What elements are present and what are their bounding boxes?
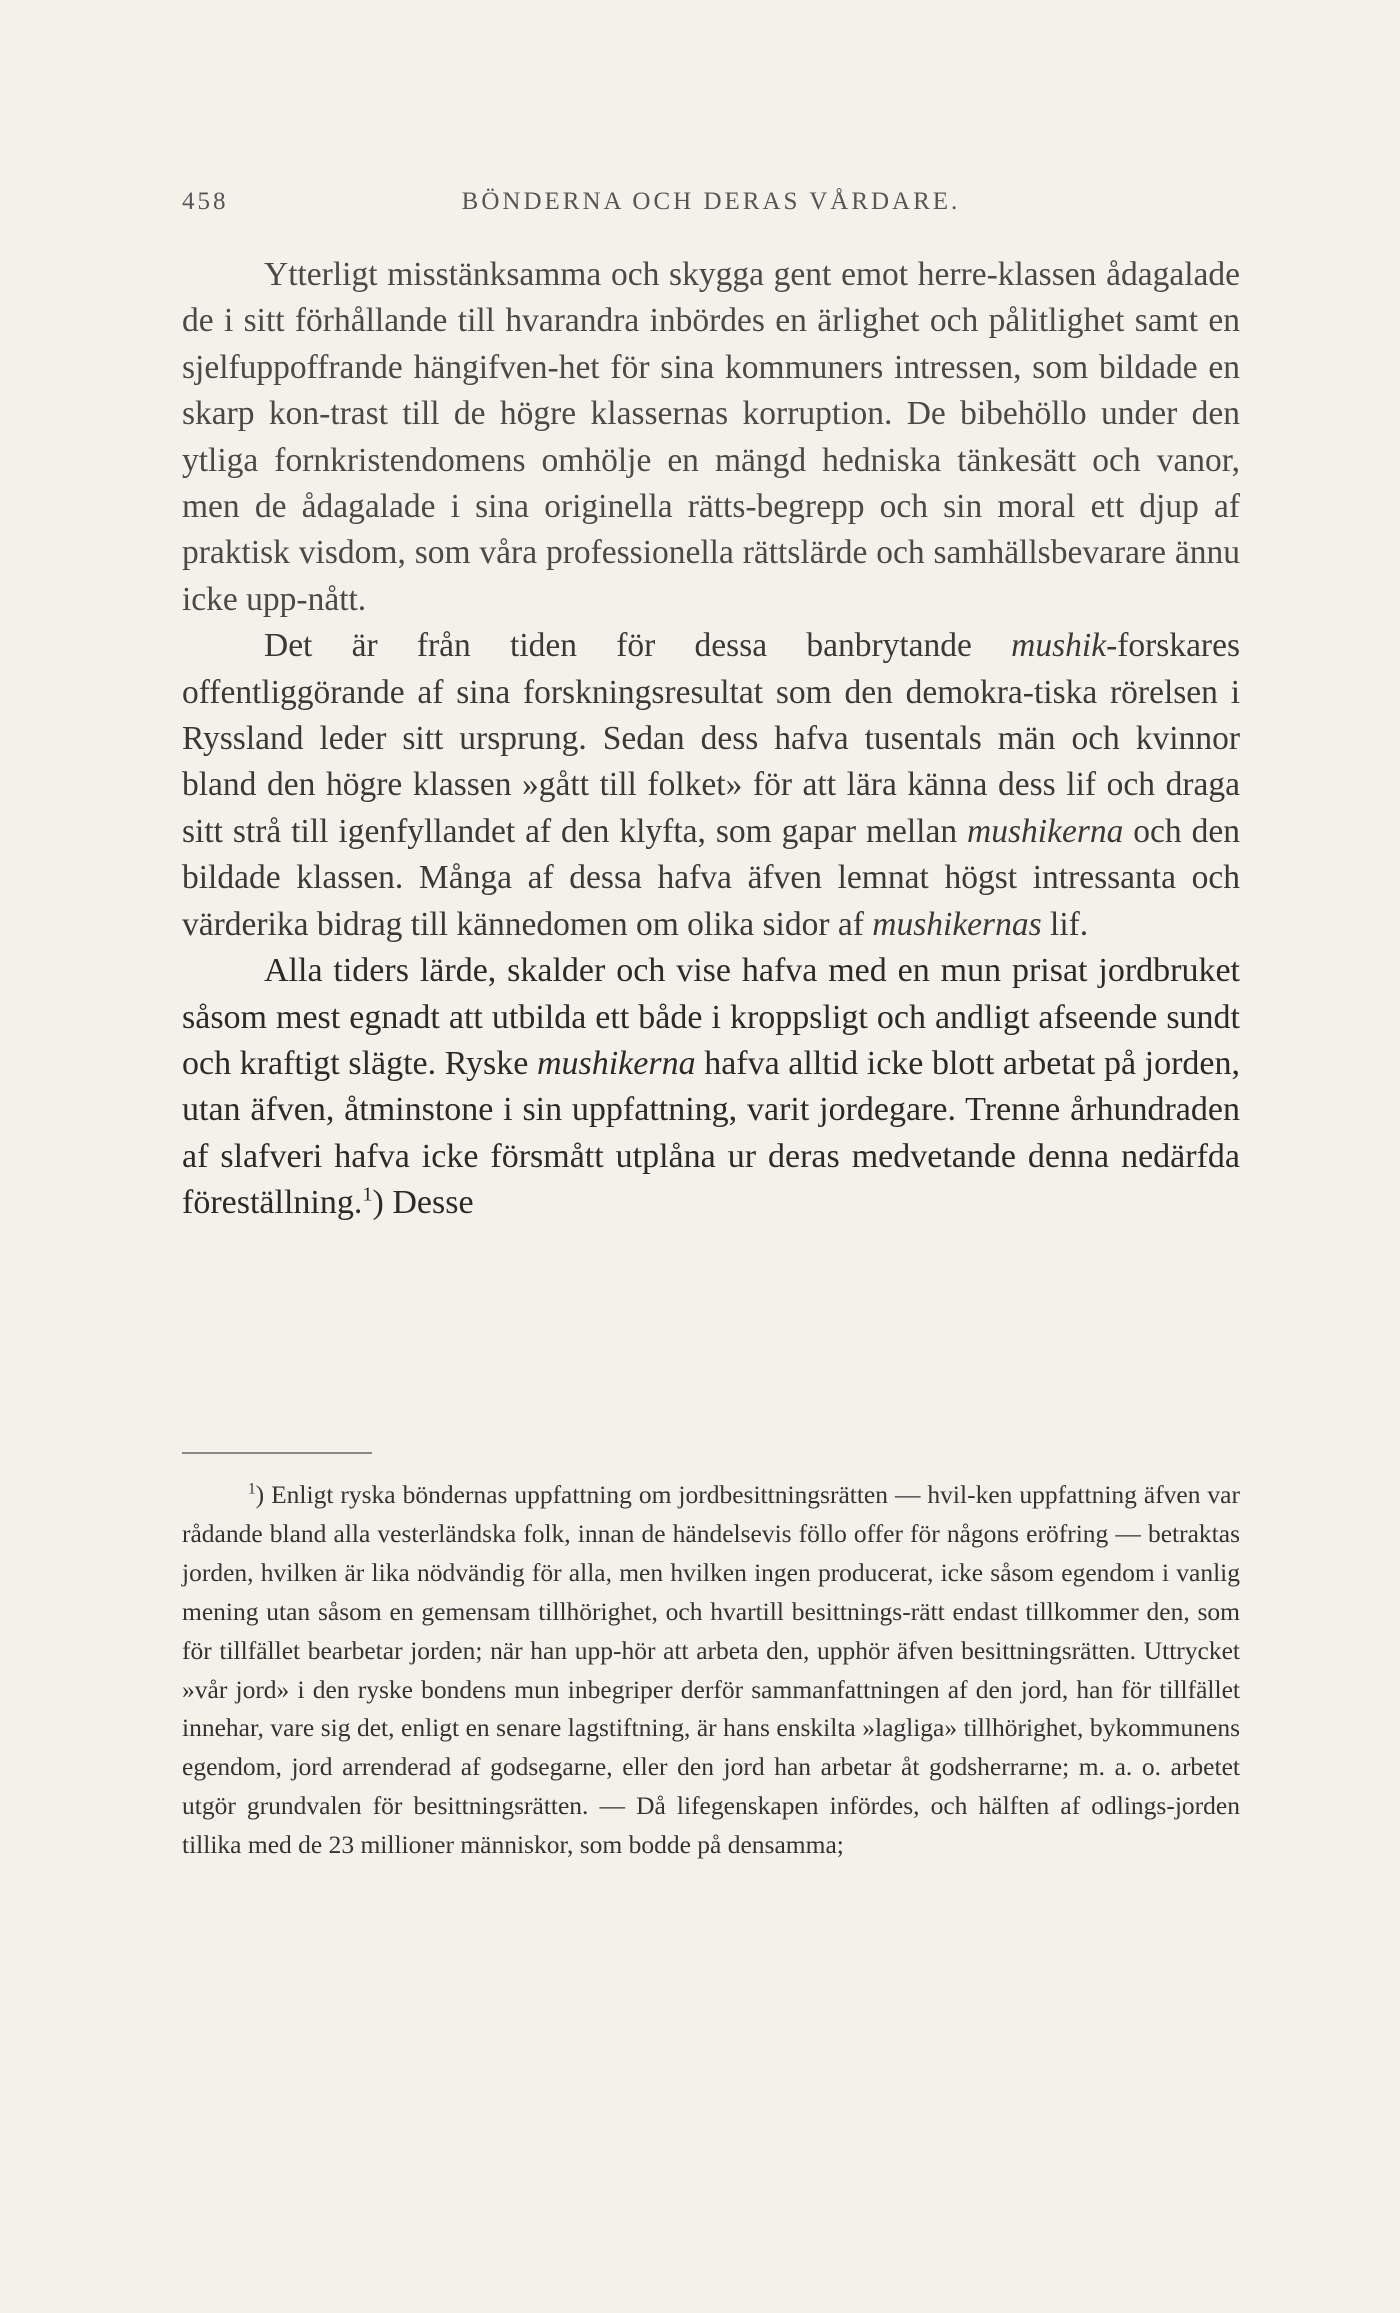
paragraph-3-text-c: ) Desse xyxy=(372,1184,474,1222)
paragraph-1 xyxy=(182,252,1240,623)
italic-term: mushikerna xyxy=(967,812,1124,850)
paragraph-1-text: Ytterligt misstänksamma och skygga gent emot herre-klassen ådagalade de i sitt förhållande till hvarandra inbördes en ärlighet och pålitlighet samt en sjelfuppoffrande hängifven-het för sina kommuners intressen, som bildade en skarp kon-trast till de högre klassernas korruption. De bibehöllo under den ytliga fornkristendomens omhölje en mängd hedniska tänkesätt och vanor, men de ådagalade i sina originella rätts-begrepp och sin moral ett djup af praktisk visdom, som våra professionella rättslärde och samhällsbevarare ännu icke upp-nått. xyxy=(182,256,1240,618)
italic-term: mushikernas xyxy=(872,905,1042,943)
body-text xyxy=(182,252,1240,1227)
footnote-marker: 1 xyxy=(248,1480,256,1498)
paragraph-2-text-d: lif. xyxy=(1041,905,1089,943)
footnote-text: ) Enligt ryska böndernas uppfattning om jordbesittningsrätten — hvil-ken uppfattning äfven var rådande bland alla vesterländska folk, innan de händelsevis föllo offer för någons eröfring — betraktas jorden, hvilken är lika nödvändig för alla, men hvilken ingen producerat, icke såsom egendom i vanlig mening utan såsom en gemensam tillhörighet, och hvartill besittnings-rätt endast tillkommer den, som för tillfället bearbetar jorden; när han upp-hör att arbeta den, upphör äfven besittningsrätten. Uttrycket »vår jord» i den ryske bondens mun inbegriper derför sammanfattningen af den jord, han för tillfället innehar, vare sig det, enligt en senare lagstiftning, är hans enskilta »lagliga» tillhörighet, bykommunens egendom, jord arrenderad af godsegarne, eller den jord han arbetar åt godsherrarne; m. a. o. arbetet utgör grundvalen för besittningsrätten. — Då lifegenskapen infördes, och hälften af odlings-jorden tillika med de 23 millioner människor, som bodde på densamma; xyxy=(182,1480,1240,1860)
paragraph-3 xyxy=(182,948,1240,1226)
running-head xyxy=(182,188,1240,228)
paragraph-2-text-c: och den bildade klassen. Många af dessa hafva äfven lemnat högst intressanta och värderika bidrag till kännedomen om olika sidor af xyxy=(182,812,1240,943)
paragraph-3-text-b: hafva alltid icke blott arbetat på jorden, utan äfven, åtminstone i sin uppfattning, varit jordegare. Trenne århundraden af slafveri hafva icke försmått utplåna ur deras medvetande denna nedärfda föreställning. xyxy=(182,1044,1240,1222)
italic-term: mushikerna xyxy=(536,1044,696,1082)
footnote-reference: 1 xyxy=(362,1183,373,1206)
paragraph-2-text-a: Det är från tiden för dessa banbrytande xyxy=(264,627,1012,665)
footnote-rule xyxy=(182,1452,372,1454)
page-number: 458 xyxy=(182,188,229,215)
italic-term: mushik xyxy=(1011,627,1107,665)
footnote xyxy=(182,1476,1240,1865)
paragraph-3-text-a: Alla tiders lärde, skalder och vise hafva med en mun prisat jordbruket såsom mest egnadt att utbilda ett både i kroppsligt och andligt afseende sundt och kraftigt slägte. Ryske xyxy=(182,952,1240,1082)
footnote-paragraph xyxy=(182,1476,1240,1865)
running-title: BÖNDERNA OCH DERAS VÅRDARE. xyxy=(461,188,961,215)
paragraph-2-text-b: -forskares offentliggörande af sina forskningsresultat som den demokra-tiska rörelsen i Ryssland leder sitt ursprung. Sedan dess hafva tusentals män och kvinnor bland den högre klassen »gått till folket» för att lära känna dess lif och draga sitt strå till igenfyllandet af den klyfta, som gapar mellan xyxy=(182,627,1240,850)
paragraph-2 xyxy=(182,623,1240,948)
